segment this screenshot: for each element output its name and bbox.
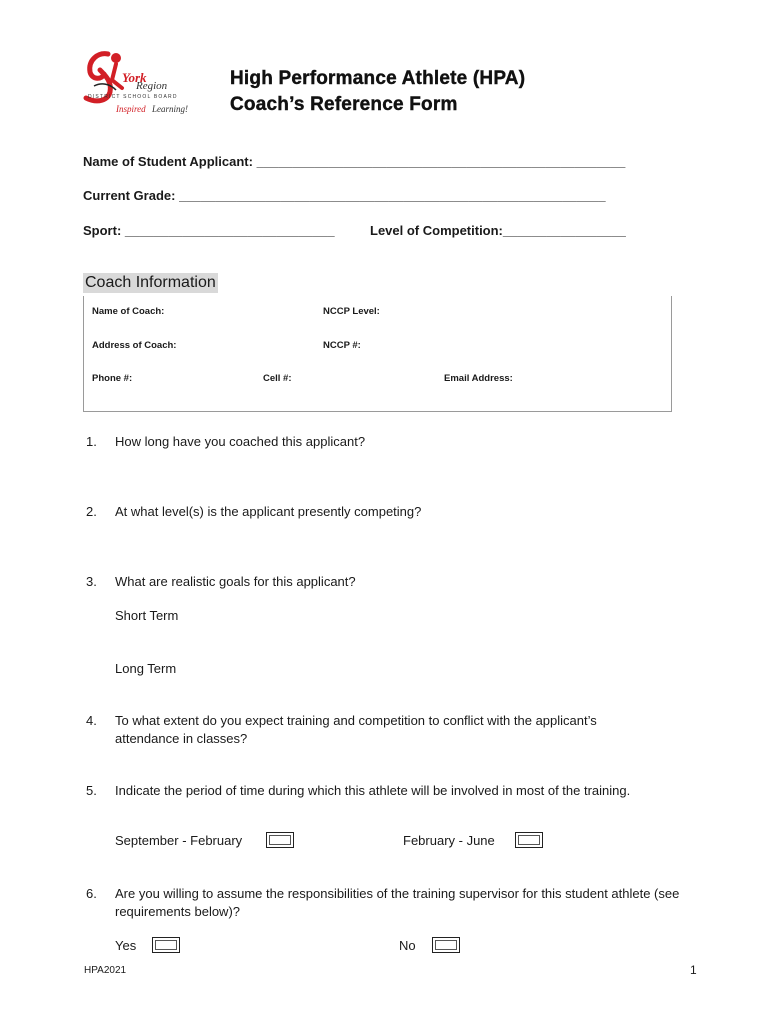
logo-york-text: York [122,70,147,85]
question-6-text: Are you willing to assume the responsibilities of the training supervisor for this student athlete (see requirements below)? [115,886,680,919]
email-field[interactable]: Email Address: [444,373,513,384]
form-title [230,66,525,118]
form-code: HPA2021 [84,965,127,976]
short-term-label: Short Term [115,608,179,623]
february-june-checkbox[interactable] [515,832,543,848]
coach-information-box [83,296,672,412]
york-region-logo [80,46,210,120]
level-of-competition-field[interactable]: Level of Competition:_________________ [370,223,626,238]
coach-address-field[interactable]: Address of Coach: [92,340,177,351]
coach-information-heading: Coach Information [85,274,216,291]
question-3-text: What are realistic goals for this applicant? [115,574,356,589]
february-june-label: February - June [403,833,495,848]
question-1-text: How long have you coached this applicant? [115,434,366,449]
september-february-checkbox[interactable] [266,832,294,848]
long-term-label: Long Term [115,661,177,676]
logo-tagline-learning: Learning! [152,104,188,114]
sport-field[interactable]: Sport: _____________________________ [83,223,335,238]
logo-board-text: DISTRICT SCHOOL BOARD [88,94,178,100]
question-5-text: Indicate the period of time during which this athlete will be involved in most of the training. [115,783,631,798]
question-number: 4. [86,713,97,728]
page-number: 1 [690,963,697,977]
no-label: No [399,938,416,953]
student-name-field[interactable]: Name of Student Applicant: ___________________________________________________ [83,154,626,169]
phone-field[interactable]: Phone #: [92,373,133,384]
logo-tagline-inspired: Inspired [116,104,146,114]
question-number: 5. [86,783,97,798]
yes-label: Yes [115,938,137,953]
coach-name-field[interactable]: Name of Coach: [92,306,165,317]
no-checkbox[interactable] [432,937,460,953]
question-number: 1. [86,434,97,449]
question-number: 6. [86,886,97,901]
cell-field[interactable]: Cell #: [263,373,292,384]
question-number: 3. [86,574,97,589]
september-february-label: September - February [115,833,243,848]
nccp-level-field[interactable]: NCCP Level: [323,306,380,317]
question-4-text: To what extent do you expect training and competition to conflict with the applicant’s attendance in classes? [115,713,597,746]
question-number: 2. [86,504,97,519]
form-title-line1: High Performance Athlete (HPA) [230,68,526,89]
question-2-text: At what level(s) is the applicant presently competing? [115,504,422,519]
form-title-line2: Coach’s Reference Form [230,94,458,115]
nccp-number-field[interactable]: NCCP #: [323,340,361,351]
yes-checkbox[interactable] [152,937,180,953]
logo-region-text: Region [136,80,168,92]
current-grade-field[interactable]: Current Grade: ___________________________________________________________ [83,188,606,203]
